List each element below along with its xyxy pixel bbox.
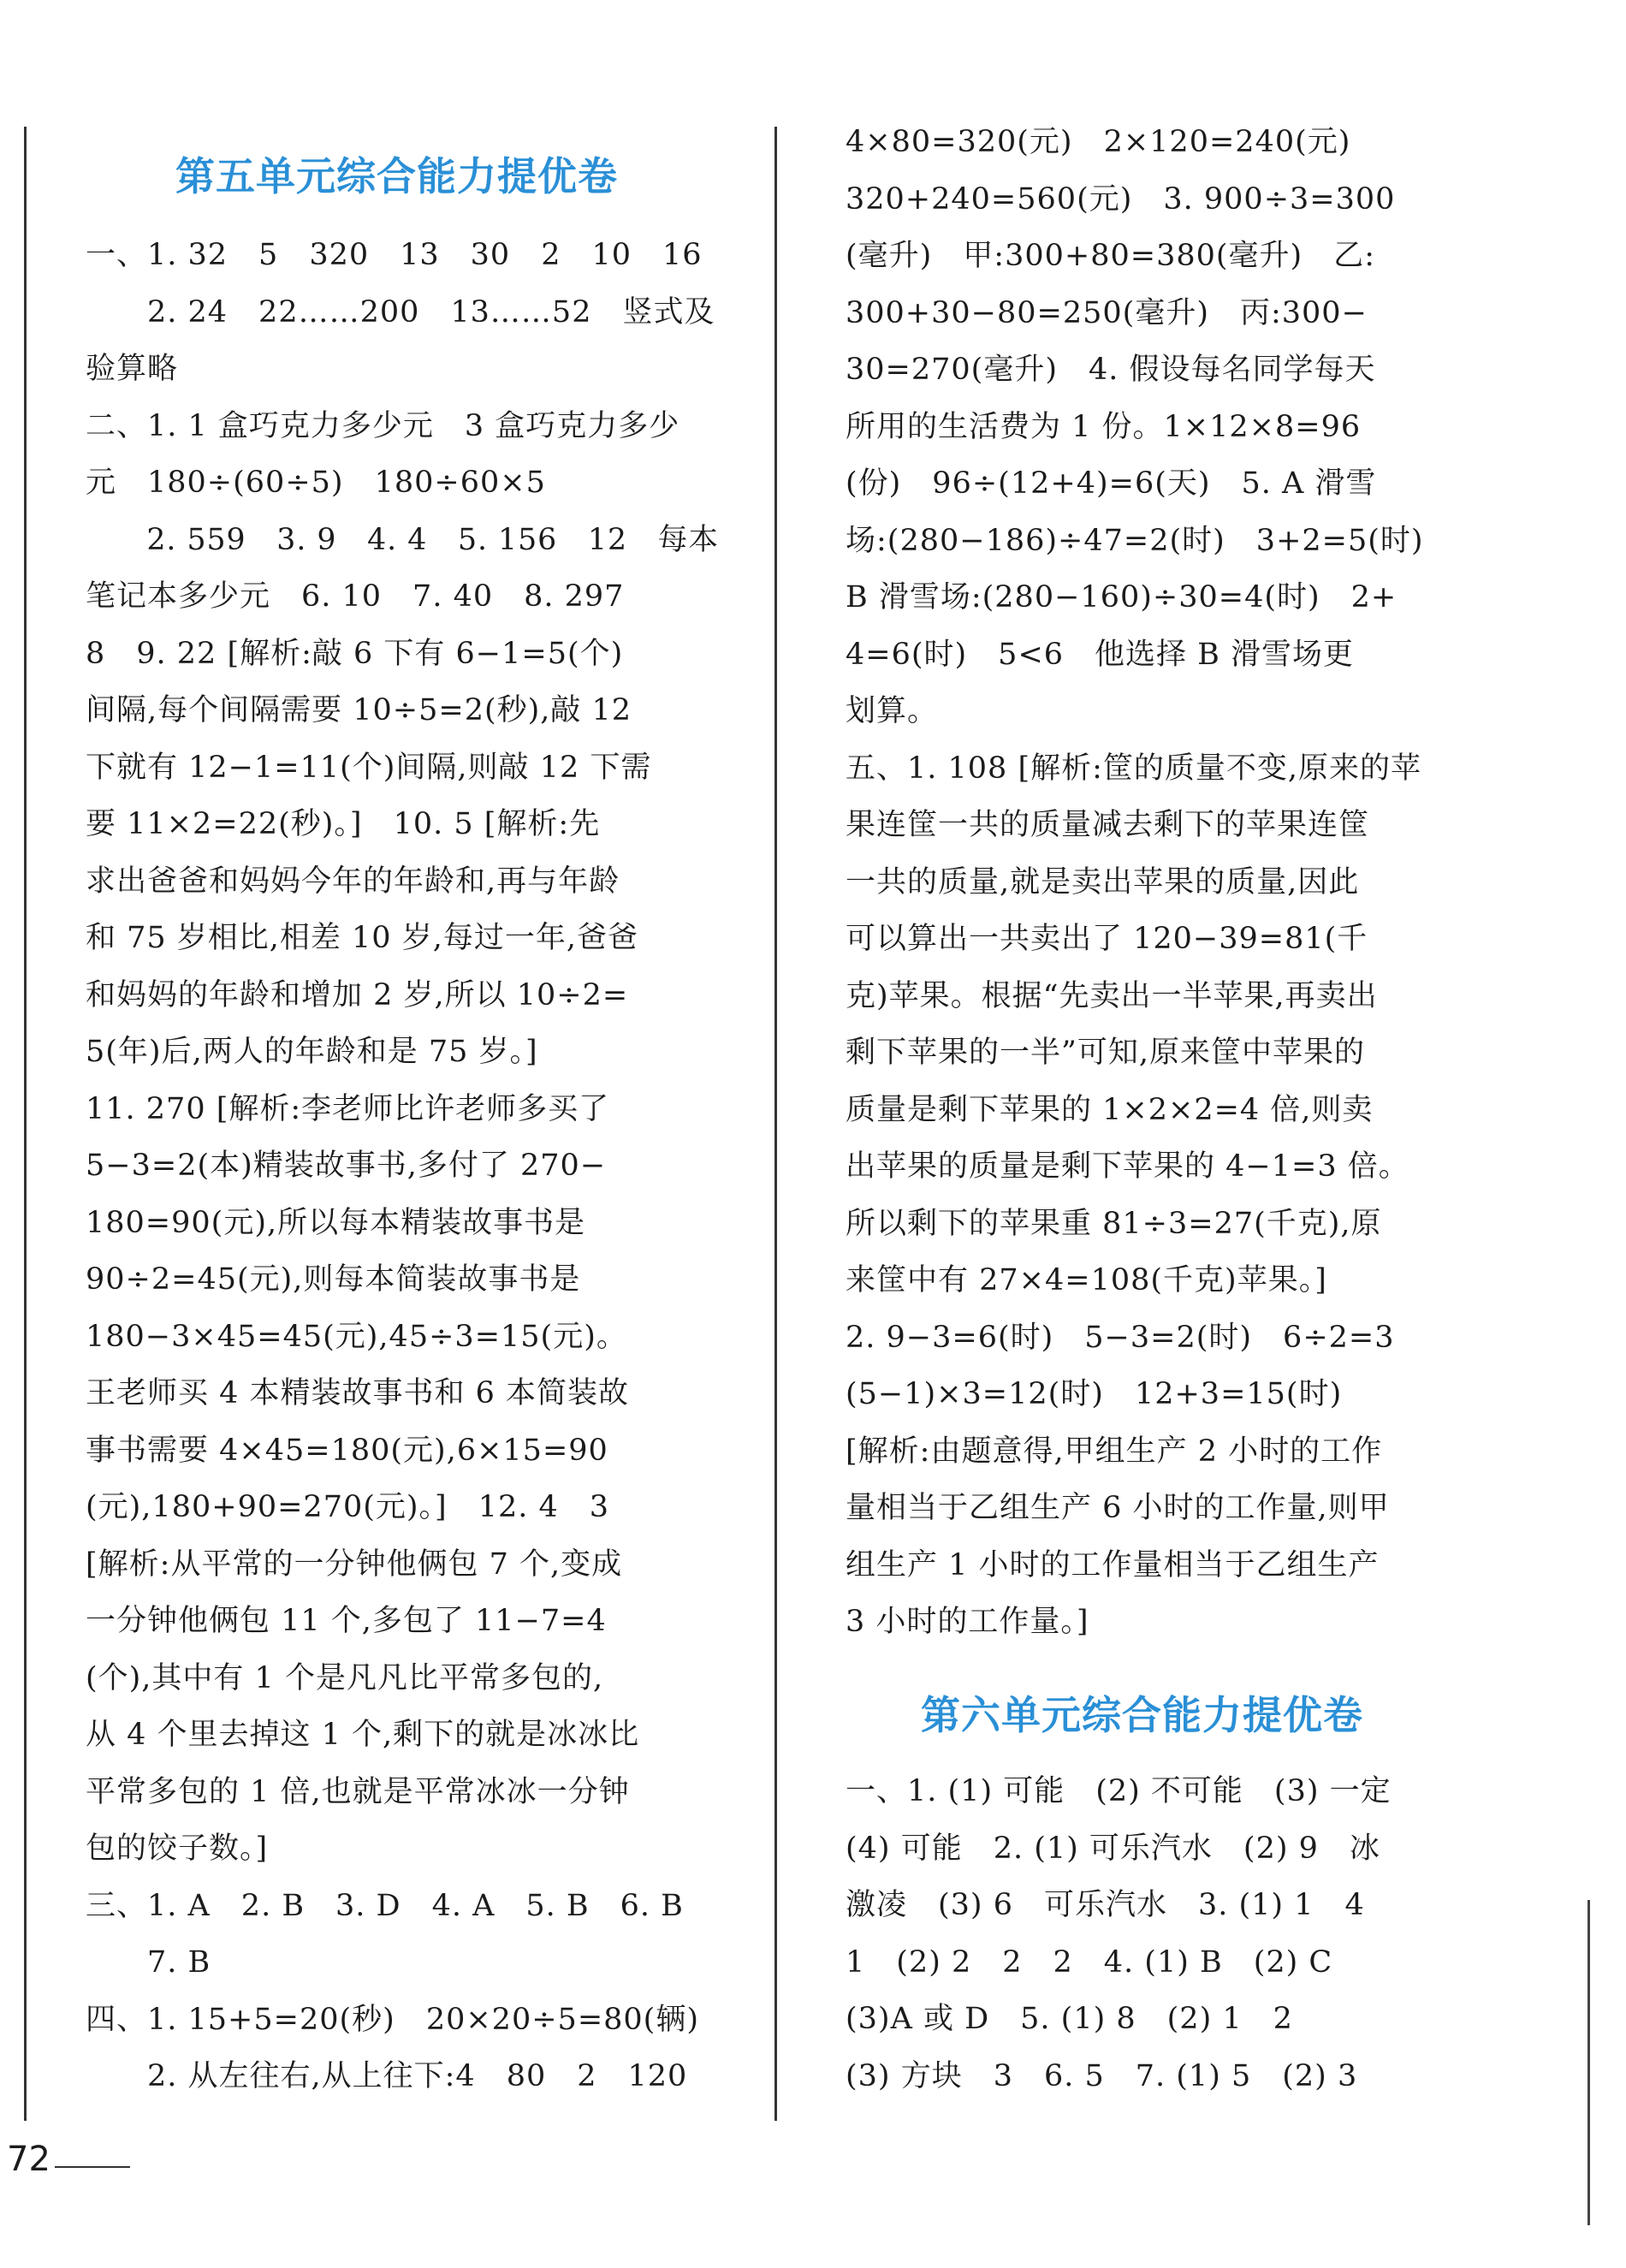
answer-line: 一共的质量,就是卖出苹果的质量,因此 — [846, 864, 1360, 899]
answer-line: B 滑雪场:(280−160)÷30=4(时) 2+ — [846, 580, 1398, 614]
answer-line: 2. 559 3. 9 4. 4 5. 156 12 每本 — [86, 522, 720, 557]
answer-line: 4×80=320(元) 2×120=240(元) — [846, 125, 1351, 159]
answer-line: 2. 从左往右,从上往下:4 80 2 120 — [86, 2059, 688, 2093]
answer-line: 和 75 岁相比,相差 10 岁,每过一年,爸爸 — [86, 921, 638, 955]
answer-line: 场:(280−186)÷47=2(时) 3+2=5(时) — [846, 523, 1424, 558]
answer-line: 和妈妈的年龄和增加 2 岁,所以 10÷2= — [86, 977, 629, 1012]
answer-line: 要 11×2=22(秒)。] 10. 5 [解析:先 — [86, 807, 601, 841]
answer-line: 克)苹果。根据“先卖出一半苹果,再卖出 — [846, 978, 1378, 1013]
answer-line: 王老师买 4 本精装故事书和 6 本简装故 — [86, 1376, 630, 1410]
answer-line: 激凌 (3) 6 可乐汽水 3. (1) 1 4 — [846, 1888, 1365, 1922]
answer-line: 一、1. (1) 可能 (2) 不可能 (3) 一定 — [846, 1774, 1392, 1808]
answer-line: 180−3×45=45(元),45÷3=15(元)。 — [86, 1319, 627, 1354]
answer-line: 所以剩下的苹果重 81÷3=27(千克),原 — [846, 1206, 1382, 1241]
answer-line: 质量是剩下苹果的 1×2×2=4 倍,则卖 — [846, 1092, 1374, 1127]
answer-line: 二、1. 1 盒巧克力多少元 3 盒巧克力多少 — [86, 408, 680, 443]
left-margin-rule — [24, 127, 27, 2121]
answer-line: 组生产 1 小时的工作量相当于乙组生产 — [846, 1547, 1380, 1582]
answer-line: (5−1)×3=12(时) 12+3=15(时) — [846, 1377, 1343, 1411]
answer-line: 元 180÷(60÷5) 180÷60×5 — [86, 466, 546, 500]
answer-line: 30=270(毫升) 4. 假设每名同学每天 — [846, 353, 1376, 387]
answer-line: (3) 方块 3 6. 5 7. (1) 5 (2) 3 — [846, 2058, 1358, 2093]
answer-line: 2. 9−3=6(时) 5−3=2(时) 6÷2=3 — [846, 1320, 1395, 1355]
page-number: 72 — [7, 2140, 50, 2179]
answer-line: 来筐中有 27×4=108(千克)苹果。] — [846, 1263, 1327, 1297]
answer-line: 四、1. 15+5=20(秒) 20×20÷5=80(辆) — [86, 2002, 699, 2037]
answer-line: 求出爸爸和妈妈今年的年龄和,再与年龄 — [86, 864, 620, 899]
answer-line: 出苹果的质量是剩下苹果的 4−1=3 倍。 — [846, 1149, 1409, 1184]
answer-line: 一、1. 32 5 320 13 30 2 10 16 — [86, 238, 703, 272]
answer-line: 三、1. A 2. B 3. D 4. A 5. B 6. B — [86, 1888, 684, 1923]
answer-line: 从 4 个里去掉这 1 个,剩下的就是冰冰比 — [86, 1718, 640, 1752]
answer-line: 90÷2=45(元),则每本简装故事书是 — [86, 1262, 581, 1297]
answer-line: 5−3=2(本)精装故事书,多付了 270− — [86, 1149, 607, 1183]
answer-line: (个),其中有 1 个是凡凡比平常多包的, — [86, 1660, 604, 1695]
answer-line: 果连筐一共的质量减去剩下的苹果连筐 — [846, 808, 1370, 842]
answer-line: (4) 可能 2. (1) 可乐汽水 (2) 9 冰 — [846, 1831, 1380, 1866]
answer-line: (毫升) 甲:300+80=380(毫升) 乙: — [846, 239, 1376, 273]
answer-line: 320+240=560(元) 3. 900÷3=300 — [846, 181, 1396, 217]
answer-line: 剩下苹果的一半”可知,原来筐中苹果的 — [846, 1036, 1366, 1070]
answer-line: (3)A 或 D 5. (1) 8 (2) 1 2 — [846, 2002, 1293, 2036]
answer-line: 3 小时的工作量。] — [846, 1605, 1089, 1639]
answer-line: 划算。 — [846, 694, 939, 728]
section-heading-unit-6: 第六单元综合能力提优卷 — [921, 1692, 1363, 1738]
answer-line: 180=90(元),所以每本精装故事书是 — [86, 1205, 586, 1240]
answer-line: 11. 270 [解析:李老师比许老师多买了 — [86, 1091, 610, 1126]
answer-line: [解析:从平常的一分钟他俩包 7 个,变成 — [86, 1547, 623, 1582]
answer-line: 五、1. 108 [解析:筐的质量不变,原来的苹 — [846, 751, 1422, 786]
answer-line: 7. B — [86, 1945, 211, 1980]
right-margin-rule — [1587, 1900, 1590, 2225]
answer-line: 2. 24 22……200 13……52 竖式及 — [86, 294, 715, 330]
answer-line: 4=6(时) 5<6 他选择 B 滑雪场更 — [846, 637, 1355, 672]
answer-line: 平常多包的 1 倍,也就是平常冰冰一分钟 — [86, 1774, 630, 1809]
answer-line: 可以算出一共卖出了 120−39=81(千 — [846, 922, 1368, 956]
answer-line: 间隔,每个间隔需要 10÷5=2(秒),敲 12 — [86, 693, 632, 727]
answer-line: 1 (2) 2 2 2 4. (1) B (2) C — [846, 1944, 1333, 1980]
section-heading-unit-5: 第五单元综合能力提优卷 — [175, 153, 618, 199]
column-divider — [774, 127, 777, 2121]
answer-line: 包的饺子数。] — [86, 1832, 269, 1866]
answer-line: [解析:由题意得,甲组生产 2 小时的工作 — [846, 1434, 1383, 1469]
page-number-rule — [55, 2166, 130, 2168]
answer-line: 事书需要 4×45=180(元),6×15=90 — [86, 1433, 608, 1468]
answer-line: 验算略 — [86, 352, 179, 386]
answer-line: (元),180+90=270(元)。] 12. 4 3 — [86, 1490, 610, 1524]
answer-line: 5(年)后,两人的年龄和是 75 岁。] — [86, 1035, 538, 1069]
answer-line: 300+30−80=250(毫升) 丙:300− — [846, 295, 1368, 330]
answer-line: 量相当于乙组生产 6 小时的工作量,则甲 — [846, 1491, 1390, 1525]
answer-line: (份) 96÷(12+4)=6(天) 5. A 滑雪 — [846, 466, 1377, 501]
answer-line: 下就有 12−1=11(个)间隔,则敲 12 下需 — [86, 750, 652, 785]
answer-line: 所用的生活费为 1 份。1×12×8=96 — [846, 409, 1362, 444]
answer-line: 8 9. 22 [解析:敲 6 下有 6−1=5(个) — [86, 636, 624, 671]
answer-line: 笔记本多少元 6. 10 7. 40 8. 297 — [86, 579, 625, 614]
answer-line: 一分钟他俩包 11 个,多包了 11−7=4 — [86, 1604, 607, 1638]
